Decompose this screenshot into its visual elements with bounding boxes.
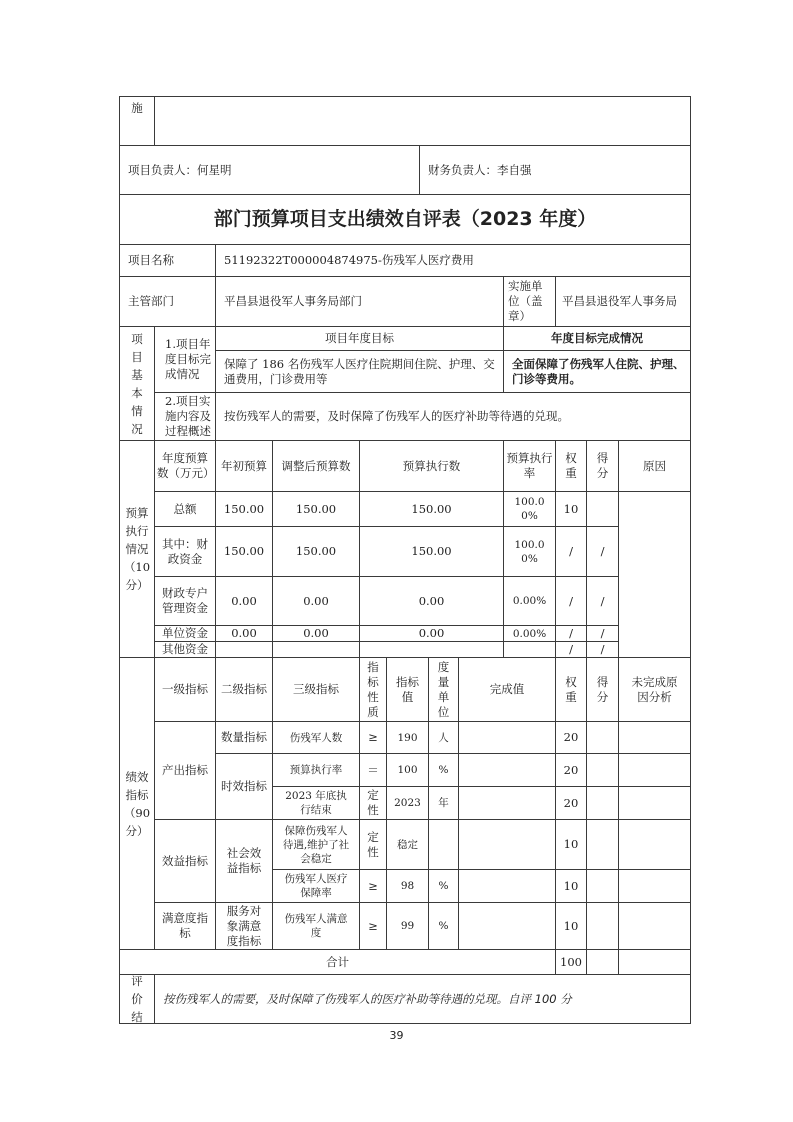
budget-row-weight: / xyxy=(555,641,587,658)
perf-header-l3: 三级指标 xyxy=(272,657,360,722)
completion-text: 全面保障了伤残军人住院、护理、门诊等费用。 xyxy=(503,350,691,393)
perf-level2-timeliness: 时效指标 xyxy=(215,753,273,820)
budget-row-executed: 150.00 xyxy=(359,491,504,527)
project-name-value: 51192322T000004874975-伤残军人医疗费用 xyxy=(215,244,691,277)
perf-row-score xyxy=(586,786,619,820)
budget-row-adjusted: 150.00 xyxy=(272,491,360,527)
budget-row-score xyxy=(586,491,619,527)
budget-row-initial xyxy=(215,641,273,658)
finance-leader: 财务负责人：李自强 xyxy=(419,145,691,195)
perf-header-l1: 一级指标 xyxy=(154,657,216,722)
budget-header-weight: 权重 xyxy=(555,440,587,492)
budget-header-score: 得分 xyxy=(586,440,619,492)
perf-row-nature: 定性 xyxy=(359,786,387,820)
project-leader: 项目负责人：何星明 xyxy=(119,145,420,195)
completion-header: 年度目标完成情况 xyxy=(503,326,691,351)
basic-section-label: 项目基本情况 xyxy=(119,326,155,441)
perf-row-value: 99 xyxy=(386,902,429,950)
perf-row-nature: ≥ xyxy=(359,721,387,754)
basic-row1-label: 1.项目年度目标完成情况 xyxy=(154,326,216,393)
perf-row-done xyxy=(458,869,556,903)
perf-row-reason xyxy=(618,721,691,754)
budget-header-initial: 年初预算 xyxy=(215,440,273,492)
budget-row-rate: 100.00% xyxy=(503,526,556,577)
perf-row-nature: ≥ xyxy=(359,869,387,903)
perf-row-l3: 伤残军人数 xyxy=(272,721,360,754)
perf-row-reason xyxy=(618,819,691,870)
perf-row-value: 100 xyxy=(386,753,429,787)
budget-row-score: / xyxy=(586,641,619,658)
budget-row-adjusted: 0.00 xyxy=(272,576,360,626)
budget-row-rate: 0.00% xyxy=(503,576,556,626)
page-title: 部门预算项目支出绩效自评表（2023 年度） xyxy=(119,194,691,245)
perf-row-l3: 预算执行率 xyxy=(272,753,360,787)
perf-row-weight: 10 xyxy=(555,902,587,950)
budget-row-executed: 0.00 xyxy=(359,625,504,642)
budget-row-weight: / xyxy=(555,576,587,626)
perf-row-unit: % xyxy=(428,753,459,787)
project-name-label: 项目名称 xyxy=(119,244,216,277)
basic-row2-text: 按伤残军人的需要，及时保障了伤残军人的医疗补助等待遇的兑现。 xyxy=(215,392,691,441)
perf-row-unit: % xyxy=(428,869,459,903)
perf-row-nature: ≥ xyxy=(359,902,387,950)
budget-header-annual: 年度预算数（万元） xyxy=(154,440,216,492)
perf-row-reason xyxy=(618,786,691,820)
perf-header-unit: 度量单位 xyxy=(428,657,459,722)
perf-row-done xyxy=(458,753,556,787)
perf-header-nature: 指标性质 xyxy=(359,657,387,722)
budget-row-initial: 0.00 xyxy=(215,625,273,642)
perf-row-nature: ＝ xyxy=(359,753,387,787)
shi-label-cell xyxy=(119,96,155,146)
perf-level2-social: 社会效益指标 xyxy=(215,819,273,903)
budget-row-executed: 0.00 xyxy=(359,576,504,626)
perf-row-reason xyxy=(618,753,691,787)
total-weight: 100 xyxy=(555,949,587,975)
perf-row-score xyxy=(586,869,619,903)
perf-header-done: 完成值 xyxy=(458,657,556,722)
perf-row-weight: 10 xyxy=(555,869,587,903)
perf-row-unit: % xyxy=(428,902,459,950)
budget-row-label: 财政专户管理资金 xyxy=(154,576,216,626)
shi-label: 施 xyxy=(131,101,143,115)
budget-row-adjusted: 0.00 xyxy=(272,625,360,642)
perf-row-reason xyxy=(618,869,691,903)
budget-header-reason: 原因 xyxy=(618,440,691,492)
perf-level1-satisfaction: 满意度指标 xyxy=(154,902,216,950)
budget-row-score: / xyxy=(586,625,619,642)
budget-row-weight: 10 xyxy=(555,491,587,527)
goal-text: 保障了 186 名伤残军人医疗住院期间住院、护理、交通费用，门诊费用等 xyxy=(215,350,504,393)
budget-row-rate xyxy=(503,641,556,658)
total-label: 合计 xyxy=(119,949,556,975)
perf-row-l3: 伤残军人医疗保障率 xyxy=(272,869,360,903)
perf-header-score: 得分 xyxy=(586,657,619,722)
perf-row-score xyxy=(586,819,619,870)
budget-row-rate: 0.00% xyxy=(503,625,556,642)
budget-row-executed: 150.00 xyxy=(359,526,504,577)
perf-row-l3: 伤残军人满意度 xyxy=(272,902,360,950)
perf-level1-benefit: 效益指标 xyxy=(154,819,216,903)
perf-row-score xyxy=(586,753,619,787)
perf-header-reason: 未完成原因分析 xyxy=(618,657,691,722)
budget-header-adjusted: 调整后预算数 xyxy=(272,440,360,492)
basic-row2-label: 2.项目实施内容及过程概述 xyxy=(154,392,216,441)
perf-row-done xyxy=(458,902,556,950)
perf-row-score xyxy=(586,902,619,950)
budget-row-adjusted xyxy=(272,641,360,658)
perf-row-unit: 年 xyxy=(428,786,459,820)
budget-row-score: / xyxy=(586,526,619,577)
budget-row-executed xyxy=(359,641,504,658)
budget-row-rate: 100.00% xyxy=(503,491,556,527)
conclusion-label: 评价结 xyxy=(119,974,155,1024)
budget-reason-cell xyxy=(618,491,691,658)
impl-unit-label: 实施单位（盖章） xyxy=(503,276,556,327)
budget-row-label: 总额 xyxy=(154,491,216,527)
budget-row-label: 其他资金 xyxy=(154,641,216,658)
impl-unit-value: 平昌县退役军人事务局 xyxy=(555,276,691,327)
perf-row-nature: 定性 xyxy=(359,819,387,870)
perf-row-value: 稳定 xyxy=(386,819,429,870)
perf-row-done xyxy=(458,786,556,820)
dept-value: 平昌县退役军人事务局部门 xyxy=(215,276,504,327)
budget-row-adjusted: 150.00 xyxy=(272,526,360,577)
perf-row-reason xyxy=(618,902,691,950)
perf-section-label: 绩效指标（90分） xyxy=(119,657,155,950)
perf-level2-quantity: 数量指标 xyxy=(215,721,273,754)
perf-row-weight: 20 xyxy=(555,786,587,820)
perf-row-l3: 保障伤残军人待遇,维护了社会稳定 xyxy=(272,819,360,870)
budget-row-score: / xyxy=(586,576,619,626)
perf-level2-service: 服务对象满意度指标 xyxy=(215,902,273,950)
perf-row-value: 98 xyxy=(386,869,429,903)
perf-header-value: 指标值 xyxy=(386,657,429,722)
perf-header-l2: 二级指标 xyxy=(215,657,273,722)
budget-header-executed: 预算执行数 xyxy=(359,440,504,492)
perf-row-score xyxy=(586,721,619,754)
budget-row-label: 单位资金 xyxy=(154,625,216,642)
dept-label: 主管部门 xyxy=(119,276,216,327)
budget-section-label: 预算执行情况（10分） xyxy=(119,440,155,658)
budget-row-weight: / xyxy=(555,625,587,642)
budget-row-label: 其中：财政资金 xyxy=(154,526,216,577)
budget-row-initial: 150.00 xyxy=(215,526,273,577)
conclusion-text: 按伤残军人的需要，及时保障了伤残军人的医疗补助等待遇的兑现。自评 100 分 xyxy=(154,974,691,1024)
perf-row-weight: 20 xyxy=(555,753,587,787)
total-reason xyxy=(618,949,691,975)
budget-header-rate: 预算执行率 xyxy=(503,440,556,492)
goal-header: 项目年度目标 xyxy=(215,326,504,351)
budget-row-initial: 0.00 xyxy=(215,576,273,626)
perf-level1-output: 产出指标 xyxy=(154,721,216,820)
perf-row-l3: 2023 年底执行结束 xyxy=(272,786,360,820)
page-number: 39 xyxy=(389,1029,404,1042)
shi-content-cell xyxy=(154,96,691,146)
perf-row-unit: 人 xyxy=(428,721,459,754)
perf-row-done xyxy=(458,721,556,754)
perf-row-done xyxy=(458,819,556,870)
total-score xyxy=(586,949,619,975)
perf-row-value: 190 xyxy=(386,721,429,754)
perf-row-value: 2023 xyxy=(386,786,429,820)
budget-row-initial: 150.00 xyxy=(215,491,273,527)
budget-row-weight: / xyxy=(555,526,587,577)
perf-row-weight: 10 xyxy=(555,819,587,870)
perf-row-unit xyxy=(428,819,459,870)
perf-row-weight: 20 xyxy=(555,721,587,754)
perf-header-weight: 权重 xyxy=(555,657,587,722)
